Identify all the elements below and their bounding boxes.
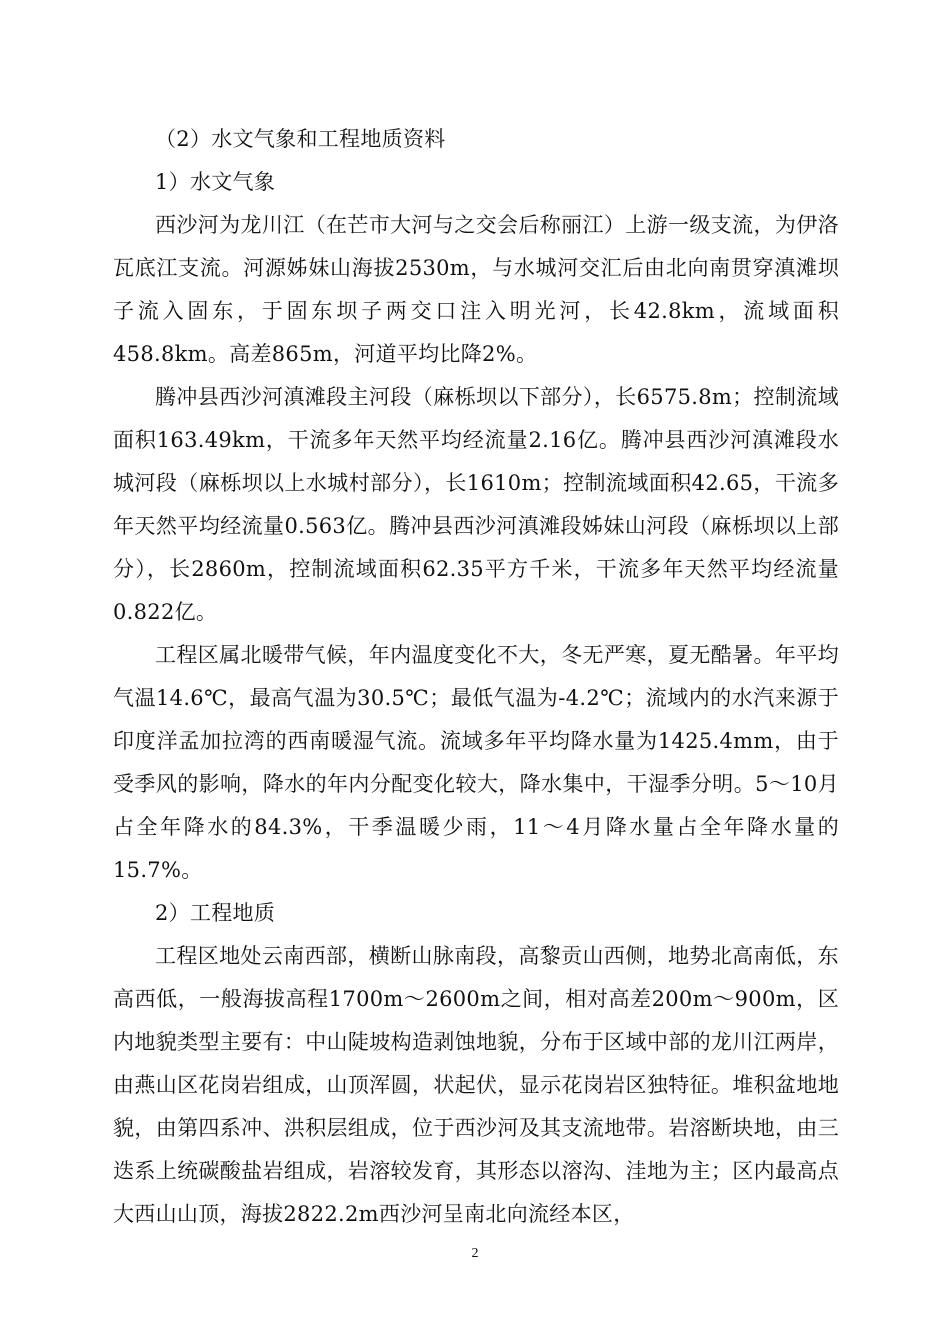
subsection-heading-geology: 2）工程地质: [155, 901, 276, 925]
subsection-heading-hydrology: 1）水文气象: [155, 170, 276, 194]
paragraph-river-segments: 腾冲县西沙河滇滩段主河段（麻栎坝以下部分），长6575.8m；控制流域面积163.49km，干流多年天然平均经流量2.16亿。腾冲县西沙河滇滩段水城河段（麻栎坝以上水城村部分），长1610m；控制流域面积42.65，干流多年天然平均经流量0.563亿。腾冲县西沙河滇滩段姊妹山河段（麻栎坝以上部分），长2860m，控制流域面积62.35平方千米，干流多年天然平均经流量0.822亿。: [113, 385, 839, 624]
paragraph-geology: 工程区地处云南西部，横断山脉南段，高黎贡山西侧，地势北高南低，东高西低，一般海拔高程1700m～2600m之间，相对高差200m～900m，区内地貌类型主要有：中山陡坡构造剥蚀地貌，分布于区域中部的龙川江两岸，由燕山区花岗岩组成，山顶浑圆，状起伏，显示花岗岩区独特征。堆积盆地地貌，由第四系冲、洪积层组成，位于西沙河及其支流地带。岩溶断块地，由三迭系上统碳酸盐岩组成，岩溶较发育，其形态以溶沟、洼地为主；区内最高点大西山山顶，海拔2822.2m西沙河呈南北向流经本区，: [113, 944, 839, 1226]
paragraph-climate: 工程区属北暖带气候，年内温度变化不大，冬无严寒，夏无酷暑。年平均气温14.6℃，最高气温为30.5℃；最低气温为-4.2℃；流域内的水汽来源于印度洋孟加拉湾的西南暖湿气流。流域多年平均降水量为1425.4mm，由于受季风的影响，降水的年内分配变化较大，降水集中，干湿季分明。5～10月占全年降水的84.3%，干季温暖少雨，11～4月降水量占全年降水量的15.7%。: [113, 643, 839, 882]
page-number: 2: [471, 1246, 479, 1261]
document-body: [113, 118, 839, 1236]
section-heading: （2）水文气象和工程地质资料: [155, 127, 446, 151]
paragraph-river-overview: 西沙河为龙川江（在芒市大河与之交会后称丽江）上游一级支流，为伊洛瓦底江支流。河源姊妹山海拔2530m，与水城河交汇后由北向南贯穿滇滩坝子流入固东，于固东坝子两交口注入明光河，长42.8km，流域面积458.8km。高差865m，河道平均比降2%。: [113, 213, 839, 366]
